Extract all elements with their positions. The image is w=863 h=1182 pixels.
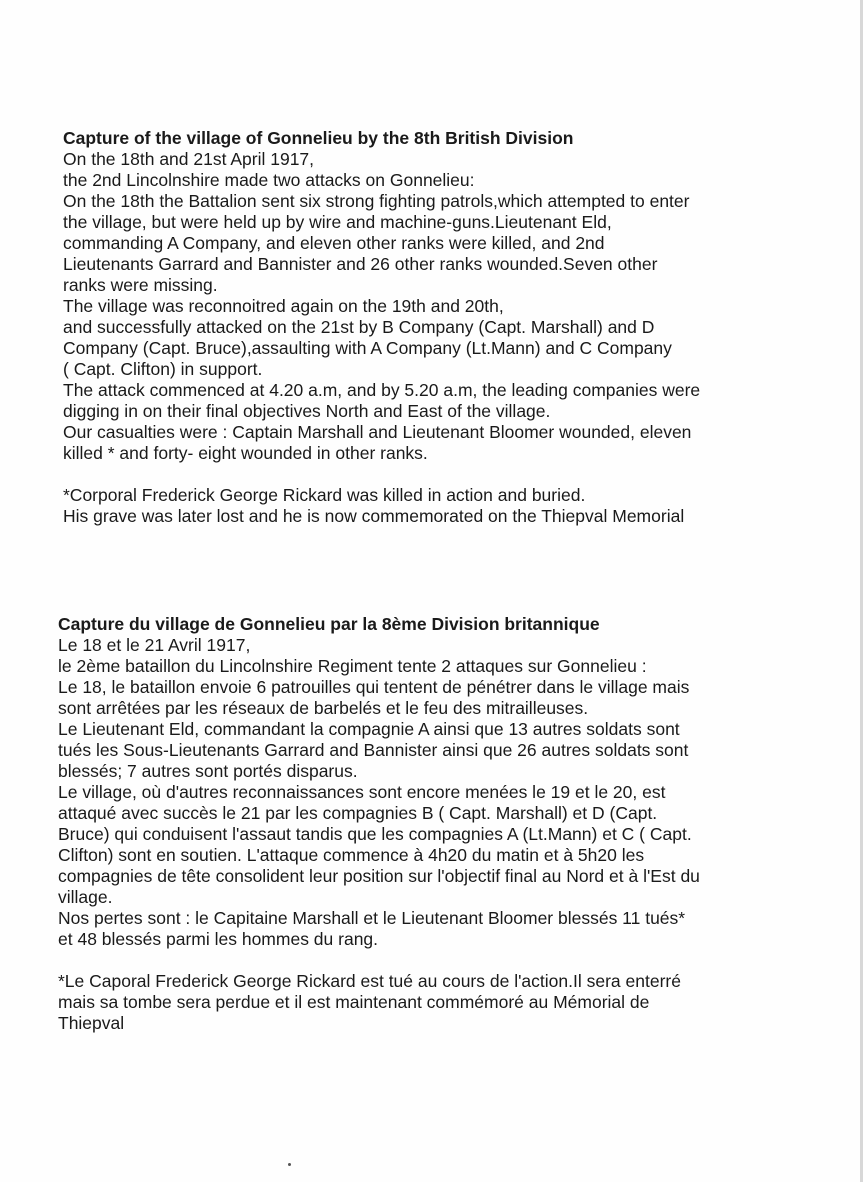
french-note-line: *Le Caporal Frederick George Rickard est tué au cours de l'action.Il sera enterré	[58, 971, 681, 991]
french-section	[58, 614, 838, 1034]
speck-mark	[288, 1163, 291, 1166]
english-title: Capture of the village of Gonnelieu by the 8th British Division	[63, 128, 574, 148]
french-line: Nos pertes sont : le Capitaine Marshall et le Lieutenant Bloomer blessés 11 tués*	[58, 908, 686, 928]
french-line: compagnies de tête consolident leur position sur l'objectif final au Nord et à l'Est du	[58, 866, 700, 886]
french-note-line: Thiepval	[58, 1013, 125, 1033]
english-line: The village was reconnoitred again on the 19th and 20th,	[63, 296, 504, 316]
english-line: ( Capt. Clifton) in support.	[63, 359, 263, 379]
french-line: attaqué avec succès le 21 par les compagnies B ( Capt. Marshall) et D (Capt.	[58, 803, 658, 823]
english-line: digging in on their final objectives North and East of the village.	[63, 401, 551, 421]
english-footnote	[63, 485, 843, 527]
french-body	[58, 635, 838, 950]
french-line: Le Lieutenant Eld, commandant la compagnie A ainsi que 13 autres soldats sont	[58, 719, 680, 739]
french-note-line: mais sa tombe sera perdue et il est maintenant commémoré au Mémorial de	[58, 992, 650, 1012]
french-line: tués les Sous-Lieutenants Garrard and Bannister ainsi que 26 autres soldats sont	[58, 740, 689, 760]
french-line: Clifton) sont en soutien. L'attaque commence à 4h20 du matin et à 5h20 les	[58, 845, 645, 865]
english-line: Lieutenants Garrard and Bannister and 26 other ranks wounded.Seven other	[63, 254, 658, 274]
french-line: Bruce) qui conduisent l'assaut tandis que les compagnies A (Lt.Mann) et C ( Capt.	[58, 824, 692, 844]
english-line: ranks were missing.	[63, 275, 218, 295]
english-line: The attack commenced at 4.20 a.m, and by 5.20 a.m, the leading companies were	[63, 380, 701, 400]
spacer	[63, 464, 843, 485]
english-note-line: *Corporal Frederick George Rickard was killed in action and buried.	[63, 485, 586, 505]
english-line: the 2nd Lincolnshire made two attacks on Gonnelieu:	[63, 170, 475, 190]
french-line: village.	[58, 887, 113, 907]
french-line: et 48 blessés parmi les hommes du rang.	[58, 929, 379, 949]
english-line: On the 18th and 21st April 1917,	[63, 149, 315, 169]
english-line: and successfully attacked on the 21st by B Company (Capt. Marshall) and D	[63, 317, 655, 337]
french-line: Le 18, le bataillon envoie 6 patrouilles qui tentent de pénétrer dans le village mais	[58, 677, 690, 697]
english-line: Our casualties were : Captain Marshall and Lieutenant Bloomer wounded, eleven	[63, 422, 692, 442]
english-section	[63, 128, 843, 527]
french-line: sont arrêtées par les réseaux de barbelés et le feu des mitrailleuses.	[58, 698, 589, 718]
english-line: the village, but were held up by wire and machine-guns.Lieutenant Eld,	[63, 212, 612, 232]
english-body	[63, 149, 843, 464]
english-line: killed * and forty- eight wounded in other ranks.	[63, 443, 428, 463]
french-footnote	[58, 971, 838, 1034]
english-note-line: His grave was later lost and he is now commemorated on the Thiepval Memorial	[63, 506, 685, 526]
english-line: commanding A Company, and eleven other ranks were killed, and 2nd	[63, 233, 605, 253]
english-line: Company (Capt. Bruce),assaulting with A Company (Lt.Mann) and C Company	[63, 338, 672, 358]
french-line: blessés; 7 autres sont portés disparus.	[58, 761, 358, 781]
french-line: Le village, où d'autres reconnaissances sont encore menées le 19 et le 20, est	[58, 782, 666, 802]
french-title: Capture du village de Gonnelieu par la 8ème Division britannique	[58, 614, 600, 634]
french-line: Le 18 et le 21 Avril 1917,	[58, 635, 251, 655]
french-line: le 2ème bataillon du Lincolnshire Regiment tente 2 attaques sur Gonnelieu :	[58, 656, 647, 676]
english-line: On the 18th the Battalion sent six strong fighting patrols,which attempted to enter	[63, 191, 690, 211]
spacer	[58, 950, 838, 971]
